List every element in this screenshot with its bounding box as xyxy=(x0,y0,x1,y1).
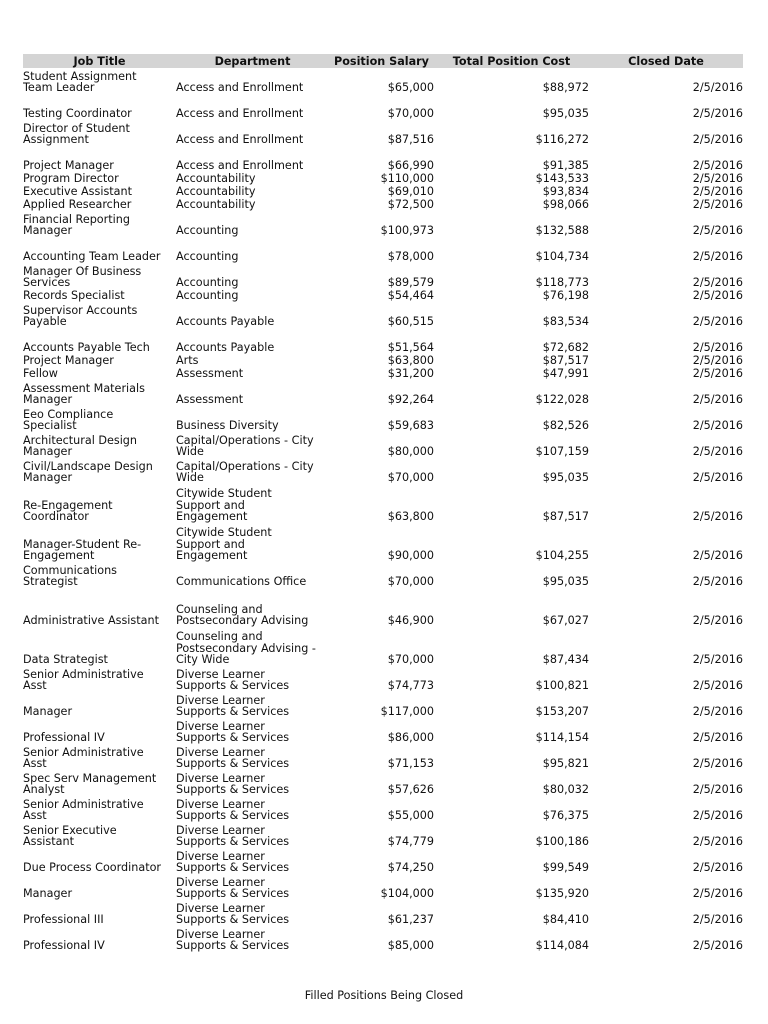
table-row xyxy=(23,380,743,406)
table-row xyxy=(23,94,743,120)
table-row xyxy=(23,237,743,263)
closed-date-cell: 2/5/2016 xyxy=(692,198,743,211)
position-salary-cell: $86,000 xyxy=(387,731,434,744)
table-header xyxy=(23,54,743,68)
closed-date-cell: 2/5/2016 xyxy=(692,224,743,237)
table-row xyxy=(23,458,743,484)
position-salary-cell: $72,500 xyxy=(387,198,434,211)
total-position-cost-cell: $95,821 xyxy=(542,757,589,770)
position-salary-cell: $31,200 xyxy=(387,367,434,380)
total-position-cost-cell: $72,682 xyxy=(542,341,589,354)
position-salary-cell: $74,250 xyxy=(387,861,434,874)
table-row xyxy=(23,328,743,354)
total-position-cost-cell: $107,159 xyxy=(535,445,589,458)
department-cell: Accountability xyxy=(176,172,256,185)
department-cell: Accounts Payable xyxy=(176,315,275,328)
department-cell: Assessment xyxy=(176,393,244,406)
position-salary-cell: $71,153 xyxy=(387,757,434,770)
closed-date-cell: 2/5/2016 xyxy=(692,471,743,484)
closed-date-cell: 2/5/2016 xyxy=(692,354,743,367)
department-cell: Accounting xyxy=(176,224,239,237)
total-position-cost-cell: $153,207 xyxy=(535,705,589,718)
total-position-cost-cell: $104,734 xyxy=(535,250,589,263)
position-salary-cell: $70,000 xyxy=(387,471,434,484)
job-title-cell: Manager-Student Re- Engagement xyxy=(23,537,142,562)
position-salary-cell: $61,237 xyxy=(387,913,434,926)
department-cell: Capital/Operations - City Wide xyxy=(176,459,314,484)
job-title-cell: Supervisor Accounts Payable xyxy=(23,303,138,328)
position-salary-cell: $100,973 xyxy=(380,224,434,237)
job-title-cell: Senior Executive Assistant xyxy=(23,823,117,848)
closed-date-cell: 2/5/2016 xyxy=(692,809,743,822)
position-salary-cell: $92,264 xyxy=(387,393,434,406)
position-salary-cell: $70,000 xyxy=(387,575,434,588)
closed-date-cell: 2/5/2016 xyxy=(692,341,743,354)
job-title-cell: Re-Engagement Coordinator xyxy=(23,498,113,523)
total-position-cost-cell: $100,186 xyxy=(535,835,589,848)
department-cell: Diverse Learner Supports & Services xyxy=(176,927,290,952)
total-position-cost-cell: $143,533 xyxy=(535,172,589,185)
table-row xyxy=(23,198,743,211)
job-title-cell: Program Director xyxy=(23,172,119,185)
department-cell: Counseling and Postsecondary Advising - City Wide xyxy=(176,630,316,666)
department-cell: Accountability xyxy=(176,185,256,198)
department-cell: Accounting xyxy=(176,250,239,263)
department-cell: Diverse Learner Supports & Services xyxy=(176,797,290,822)
position-salary-cell: $54,464 xyxy=(387,289,434,302)
job-title-cell: Manager xyxy=(23,705,73,718)
closed-date-cell: 2/5/2016 xyxy=(692,445,743,458)
header-job-title: Job Title xyxy=(23,54,176,68)
table-row xyxy=(23,289,743,302)
table-row xyxy=(23,406,743,432)
total-position-cost-cell: $104,255 xyxy=(535,549,589,562)
total-position-cost-cell: $82,526 xyxy=(542,419,589,432)
closed-date-cell: 2/5/2016 xyxy=(692,614,743,627)
closed-date-cell: 2/5/2016 xyxy=(692,757,743,770)
position-salary-cell: $46,900 xyxy=(387,614,434,627)
closed-date-cell: 2/5/2016 xyxy=(692,172,743,185)
total-position-cost-cell: $116,272 xyxy=(535,133,589,146)
table-row xyxy=(23,770,743,796)
job-title-cell: Communications Strategist xyxy=(23,563,118,588)
position-salary-cell: $89,579 xyxy=(387,276,434,289)
job-title-cell: Data Strategist xyxy=(23,653,108,666)
department-cell: Counseling and Postsecondary Advising xyxy=(176,602,309,627)
closed-date-cell: 2/5/2016 xyxy=(692,276,743,289)
closed-date-cell: 2/5/2016 xyxy=(692,913,743,926)
position-salary-cell: $110,000 xyxy=(380,172,434,185)
department-cell: Diverse Learner Supports & Services xyxy=(176,823,290,848)
table-row xyxy=(23,263,743,289)
closed-date-cell: 2/5/2016 xyxy=(692,549,743,562)
position-salary-cell: $87,516 xyxy=(387,133,434,146)
job-title-cell: Director of Student Assignment xyxy=(23,121,130,146)
department-cell: Access and Enrollment xyxy=(176,81,304,94)
table-row xyxy=(23,523,743,562)
total-position-cost-cell: $84,410 xyxy=(542,913,589,926)
closed-date-cell: 2/5/2016 xyxy=(692,887,743,900)
department-cell: Citywide Student Support and Engagement xyxy=(176,526,272,562)
header-closed-date: Closed Date xyxy=(589,54,743,68)
closed-date-cell: 2/5/2016 xyxy=(692,575,743,588)
total-position-cost-cell: $76,375 xyxy=(542,809,589,822)
total-position-cost-cell: $95,035 xyxy=(542,471,589,484)
closed-date-cell: 2/5/2016 xyxy=(692,835,743,848)
table-row xyxy=(23,744,743,770)
department-cell: Access and Enrollment xyxy=(176,107,304,120)
closed-date-cell: 2/5/2016 xyxy=(692,393,743,406)
job-title-cell: Assessment Materials Manager xyxy=(23,381,145,406)
department-cell: Arts xyxy=(176,354,199,367)
position-salary-cell: $74,779 xyxy=(387,835,434,848)
department-cell: Accounts Payable xyxy=(176,341,275,354)
table-row xyxy=(23,211,743,237)
job-title-cell: Civil/Landscape Design Manager xyxy=(23,459,153,484)
header-total-position-cost: Total Position Cost xyxy=(434,54,589,68)
total-position-cost-cell: $95,035 xyxy=(542,575,589,588)
total-position-cost-cell: $88,972 xyxy=(542,81,589,94)
department-cell: Diverse Learner Supports & Services xyxy=(176,875,290,900)
job-title-cell: Executive Assistant xyxy=(23,185,132,198)
department-cell: Diverse Learner Supports & Services xyxy=(176,745,290,770)
total-position-cost-cell: $67,027 xyxy=(542,614,589,627)
job-title-cell: Student Assignment Team Leader xyxy=(23,69,137,94)
total-position-cost-cell: $100,821 xyxy=(535,679,589,692)
total-position-cost-cell: $93,834 xyxy=(542,185,589,198)
job-title-cell: Applied Researcher xyxy=(23,198,132,211)
job-title-cell: Senior Administrative Asst xyxy=(23,745,144,770)
job-title-cell: Accounts Payable Tech xyxy=(23,341,150,354)
total-position-cost-cell: $132,588 xyxy=(535,224,589,237)
position-salary-cell: $85,000 xyxy=(387,939,434,952)
position-salary-cell: $65,000 xyxy=(387,81,434,94)
closed-date-cell: 2/5/2016 xyxy=(692,315,743,328)
total-position-cost-cell: $91,385 xyxy=(542,159,589,172)
closed-date-cell: 2/5/2016 xyxy=(692,861,743,874)
department-cell: Assessment xyxy=(176,367,244,380)
table-row xyxy=(23,432,743,458)
table-row xyxy=(23,588,743,627)
job-title-cell: Fellow xyxy=(23,367,58,380)
job-title-cell: Due Process Coordinator xyxy=(23,861,162,874)
closed-date-cell: 2/5/2016 xyxy=(692,705,743,718)
job-title-cell: Project Manager xyxy=(23,354,114,367)
closed-date-cell: 2/5/2016 xyxy=(692,250,743,263)
closed-date-cell: 2/5/2016 xyxy=(692,367,743,380)
department-cell: Business Diversity xyxy=(176,419,279,432)
positions-sheet xyxy=(23,54,743,952)
closed-date-cell: 2/5/2016 xyxy=(692,133,743,146)
closed-date-cell: 2/5/2016 xyxy=(692,783,743,796)
position-salary-cell: $90,000 xyxy=(387,549,434,562)
total-position-cost-cell: $98,066 xyxy=(542,198,589,211)
job-title-cell: Manager xyxy=(23,887,73,900)
department-cell: Diverse Learner Supports & Services xyxy=(176,719,290,744)
table-row xyxy=(23,68,743,94)
closed-date-cell: 2/5/2016 xyxy=(692,419,743,432)
position-salary-cell: $70,000 xyxy=(387,107,434,120)
table-row xyxy=(23,484,743,523)
table-row xyxy=(23,627,743,666)
job-title-cell: Testing Coordinator xyxy=(23,107,132,120)
header-position-salary: Position Salary xyxy=(329,54,434,68)
total-position-cost-cell: $87,517 xyxy=(542,510,589,523)
closed-date-cell: 2/5/2016 xyxy=(692,679,743,692)
job-title-cell: Eeo Compliance Specialist xyxy=(23,407,114,432)
position-salary-cell: $66,990 xyxy=(387,159,434,172)
total-position-cost-cell: $87,517 xyxy=(542,354,589,367)
department-cell: Diverse Learner Supports & Services xyxy=(176,849,290,874)
closed-date-cell: 2/5/2016 xyxy=(692,289,743,302)
table-row xyxy=(23,926,743,952)
position-salary-cell: $57,626 xyxy=(387,783,434,796)
job-title-cell: Architectural Design Manager xyxy=(23,433,137,458)
table-row xyxy=(23,185,743,198)
header-department: Department xyxy=(176,54,329,68)
table-row xyxy=(23,666,743,692)
table-row xyxy=(23,822,743,848)
total-position-cost-cell: $80,032 xyxy=(542,783,589,796)
table-row xyxy=(23,302,743,328)
position-salary-cell: $74,773 xyxy=(387,679,434,692)
department-cell: Diverse Learner Supports & Services xyxy=(176,667,290,692)
department-cell: Capital/Operations - City Wide xyxy=(176,433,314,458)
table-row xyxy=(23,796,743,822)
position-salary-cell: $80,000 xyxy=(387,445,434,458)
table-row xyxy=(23,900,743,926)
table-row xyxy=(23,874,743,900)
department-cell: Access and Enrollment xyxy=(176,133,304,146)
position-salary-cell: $78,000 xyxy=(387,250,434,263)
closed-date-cell: 2/5/2016 xyxy=(692,159,743,172)
positions-table xyxy=(23,54,743,952)
total-position-cost-cell: $114,154 xyxy=(535,731,589,744)
job-title-cell: Records Specialist xyxy=(23,289,125,302)
total-position-cost-cell: $47,991 xyxy=(542,367,589,380)
table-row xyxy=(23,692,743,718)
job-title-cell: Manager Of Business Services xyxy=(23,264,142,289)
closed-date-cell: 2/5/2016 xyxy=(692,81,743,94)
table-row xyxy=(23,120,743,146)
position-salary-cell: $59,683 xyxy=(387,419,434,432)
department-cell: Accounting xyxy=(176,276,239,289)
department-cell: Diverse Learner Supports & Services xyxy=(176,901,290,926)
table-row xyxy=(23,172,743,185)
table-row xyxy=(23,367,743,380)
job-title-cell: Professional IV xyxy=(23,731,105,744)
position-salary-cell: $63,800 xyxy=(387,354,434,367)
total-position-cost-cell: $118,773 xyxy=(535,276,589,289)
job-title-cell: Spec Serv Management Analyst xyxy=(23,771,157,796)
department-cell: Access and Enrollment xyxy=(176,159,304,172)
closed-date-cell: 2/5/2016 xyxy=(692,939,743,952)
position-salary-cell: $60,515 xyxy=(387,315,434,328)
table-body xyxy=(23,68,743,952)
closed-date-cell: 2/5/2016 xyxy=(692,653,743,666)
page-footer-caption: Filled Positions Being Closed xyxy=(304,989,464,1002)
department-cell: Diverse Learner Supports & Services xyxy=(176,771,290,796)
job-title-cell: Administrative Assistant xyxy=(23,614,159,627)
total-position-cost-cell: $114,084 xyxy=(535,939,589,952)
department-cell: Diverse Learner Supports & Services xyxy=(176,693,290,718)
total-position-cost-cell: $135,920 xyxy=(535,887,589,900)
table-row xyxy=(23,146,743,172)
closed-date-cell: 2/5/2016 xyxy=(692,185,743,198)
position-salary-cell: $70,000 xyxy=(387,653,434,666)
table-row xyxy=(23,718,743,744)
job-title-cell: Professional IV xyxy=(23,939,105,952)
position-salary-cell: $63,800 xyxy=(387,510,434,523)
position-salary-cell: $55,000 xyxy=(387,809,434,822)
closed-date-cell: 2/5/2016 xyxy=(692,510,743,523)
job-title-cell: Accounting Team Leader xyxy=(23,250,161,263)
total-position-cost-cell: $95,035 xyxy=(542,107,589,120)
job-title-cell: Senior Administrative Asst xyxy=(23,667,144,692)
table-row xyxy=(23,354,743,367)
job-title-cell: Project Manager xyxy=(23,159,114,172)
table-row xyxy=(23,562,743,588)
total-position-cost-cell: $99,549 xyxy=(542,861,589,874)
department-cell: Accounting xyxy=(176,289,239,302)
job-title-cell: Professional III xyxy=(23,913,104,926)
total-position-cost-cell: $87,434 xyxy=(542,653,589,666)
job-title-cell: Senior Administrative Asst xyxy=(23,797,144,822)
position-salary-cell: $51,564 xyxy=(387,341,434,354)
table-row xyxy=(23,848,743,874)
department-cell: Communications Office xyxy=(176,575,307,588)
position-salary-cell: $69,010 xyxy=(387,185,434,198)
total-position-cost-cell: $76,198 xyxy=(542,289,589,302)
position-salary-cell: $104,000 xyxy=(380,887,434,900)
closed-date-cell: 2/5/2016 xyxy=(692,107,743,120)
closed-date-cell: 2/5/2016 xyxy=(692,731,743,744)
department-cell: Accountability xyxy=(176,198,256,211)
position-salary-cell: $117,000 xyxy=(380,705,434,718)
department-cell: Citywide Student Support and Engagement xyxy=(176,487,272,523)
job-title-cell: Financial Reporting Manager xyxy=(23,212,130,237)
total-position-cost-cell: $83,534 xyxy=(542,315,589,328)
total-position-cost-cell: $122,028 xyxy=(535,393,589,406)
